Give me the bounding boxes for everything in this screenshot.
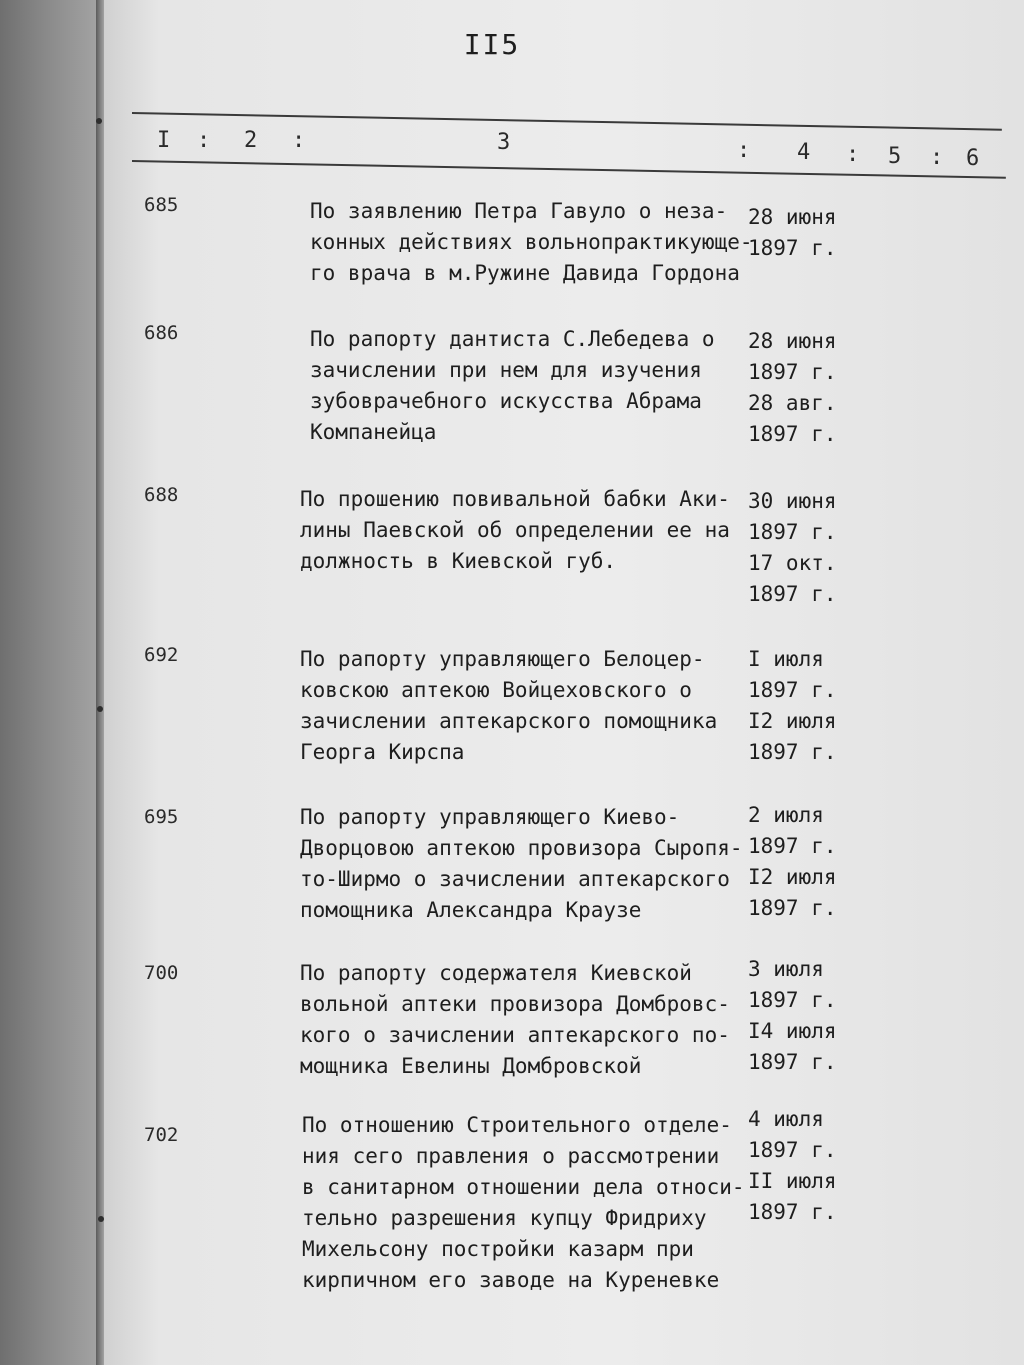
entry-date-line: 30 июня — [748, 489, 837, 513]
entry-line: конных действиях вольнопрактикующе- — [310, 230, 753, 254]
entry-line: вольной аптеки провизора Домбровс- — [300, 992, 730, 1016]
entry-dates — [748, 644, 858, 768]
entry-dates — [748, 202, 858, 264]
entry-date-line: 1897 г. — [748, 422, 837, 446]
entry-number: 685 — [144, 194, 179, 216]
entry-line: то-Ширмо о зачислении аптекарского — [300, 867, 730, 891]
entry-date-line: 1897 г. — [748, 988, 837, 1012]
header-col3: 3 — [497, 130, 511, 155]
binding-hole-middle — [97, 706, 103, 712]
entry-description — [302, 1110, 754, 1296]
entry-date-line: 1897 г. — [748, 582, 837, 606]
entry-line: ния сего правления о рассмотрении — [302, 1144, 720, 1168]
entry-line: мощника Евелины Домбровской — [300, 1054, 642, 1078]
entry-dates — [748, 1104, 858, 1228]
entry-description — [300, 484, 752, 577]
header-col1: I — [157, 128, 171, 153]
entry-date-line: 28 авг. — [748, 391, 837, 415]
entry-line: По рапорту дантиста С.Лебедева о — [310, 327, 715, 351]
entry-line: Компанейца — [310, 420, 437, 444]
entry-line: По рапорту управляющего Киево- — [300, 805, 680, 829]
entry-number: 692 — [144, 644, 179, 666]
entry-date-line: II июля — [748, 1169, 837, 1193]
entry-line: зубоврачебного искусства Абрама — [310, 389, 702, 413]
binding-hole-top — [96, 118, 102, 124]
header-col4: 4 — [797, 140, 811, 165]
entry-line: По заявлению Петра Гавуло о неза- — [310, 199, 728, 223]
entry-date-line: 1897 г. — [748, 740, 837, 764]
entry-number: 700 — [144, 962, 179, 984]
page-number: II5 — [463, 28, 521, 61]
entry-date-line: 1897 г. — [748, 1200, 837, 1224]
entry-number: 695 — [144, 806, 179, 828]
entry-line: кирпичном его заводе на Куреневке — [302, 1268, 720, 1292]
entry-description — [310, 324, 762, 448]
header-col5: 5 — [888, 144, 902, 169]
entry-date-line: 3 июля — [748, 957, 824, 981]
entry-date-line: 4 июля — [748, 1107, 824, 1131]
entry-date-line: I июля — [748, 647, 824, 671]
header-separator-3: : — [737, 138, 751, 163]
entry-date-line: 1897 г. — [748, 520, 837, 544]
entry-line: По прошению повивальной бабки Аки- — [300, 487, 730, 511]
header-col2: 2 — [244, 128, 258, 153]
entry-number: 686 — [144, 322, 179, 344]
entry-dates — [748, 954, 858, 1078]
entry-dates — [748, 486, 858, 610]
entry-line: Михельсону постройки казарм при — [302, 1237, 694, 1261]
entry-dates — [748, 800, 858, 924]
entry-number: 688 — [144, 484, 179, 506]
entry-line: зачислении при нем для изучения — [310, 358, 702, 382]
header-separator-4: : — [846, 142, 860, 167]
entry-date-line: 1897 г. — [748, 360, 837, 384]
entry-line: По рапорту управляющего Белоцер- — [300, 647, 705, 671]
entry-date-line: 1897 г. — [748, 1138, 837, 1162]
entry-line: лины Паевской об определении ее на — [300, 518, 730, 542]
entry-line: тельно разрешения купцу Фридриху — [302, 1206, 707, 1230]
entry-line: Георга Кирспа — [300, 740, 465, 764]
entry-description — [310, 196, 762, 289]
entry-line: помощника Александра Краузе — [300, 898, 642, 922]
entry-date-line: 28 июня — [748, 329, 837, 353]
entry-description — [300, 802, 752, 926]
header-separator-5: : — [930, 145, 944, 170]
entry-description — [300, 958, 752, 1082]
entry-description — [300, 644, 752, 768]
entry-line: ковскою аптекою Войцеховского о — [300, 678, 692, 702]
entry-date-line: 17 окт. — [748, 551, 837, 575]
entry-date-line: 1897 г. — [748, 896, 837, 920]
header-separator-1: : — [197, 128, 211, 153]
entry-date-line: 1897 г. — [748, 678, 837, 702]
entry-line: в санитарном отношении дела относи- — [302, 1175, 745, 1199]
binding-hole-bottom — [98, 1216, 104, 1222]
entry-line: По рапорту содержателя Киевской — [300, 961, 692, 985]
binder-spine — [0, 0, 104, 1365]
entry-number: 702 — [144, 1124, 179, 1146]
entry-date-line: 1897 г. — [748, 236, 837, 260]
entry-date-line: 1897 г. — [748, 1050, 837, 1074]
entry-date-line: I2 июля — [748, 865, 837, 889]
entry-date-line: 1897 г. — [748, 834, 837, 858]
entry-line: кого о зачислении аптекарского по- — [300, 1023, 730, 1047]
entry-line: должность в Киевской губ. — [300, 549, 617, 573]
header-col6: 6 — [966, 146, 980, 171]
entry-date-line: 28 июня — [748, 205, 837, 229]
entry-date-line: I4 июля — [748, 1019, 837, 1043]
entry-dates — [748, 326, 858, 450]
header-separator-2: : — [292, 128, 306, 153]
entry-date-line: I2 июля — [748, 709, 837, 733]
entry-line: го врача в м.Ружине Давида Гордона — [310, 261, 740, 285]
entry-date-line: 2 июля — [748, 803, 824, 827]
entry-line: По отношению Строительного отделе- — [302, 1113, 732, 1137]
entry-line: Дворцовою аптекою провизора Сыропя- — [300, 836, 743, 860]
entry-line: зачислении аптекарского помощника — [300, 709, 718, 733]
